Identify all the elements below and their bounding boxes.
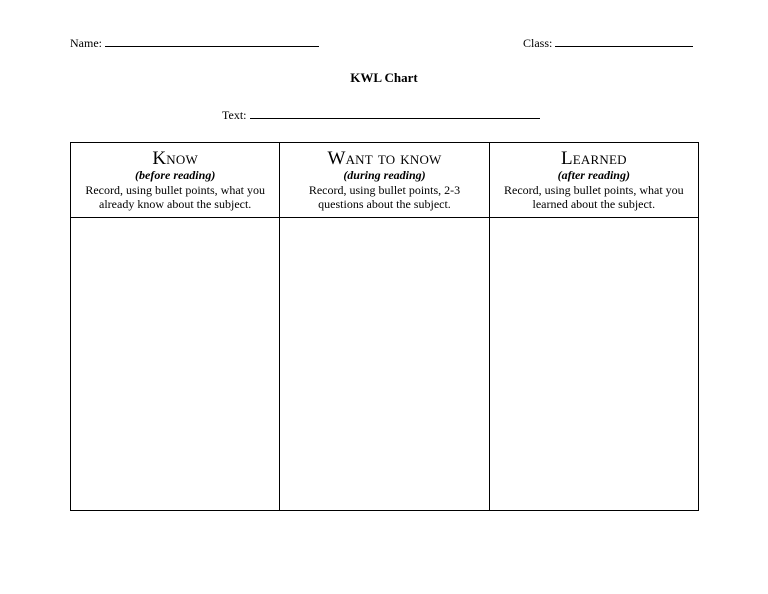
learned-description: Record, using bullet points, what you learned about the subject. (504, 183, 684, 211)
want-subheading: (during reading) (343, 168, 426, 182)
learned-header-cell (489, 143, 698, 218)
kwl-table (70, 142, 699, 511)
name-label: Name: (70, 36, 102, 50)
class-blank-line[interactable] (555, 35, 693, 47)
know-description: Record, using bullet points, what you already know about the subject. (85, 183, 265, 211)
want-entry-cell[interactable] (280, 218, 489, 511)
learned-subheading: (after reading) (557, 168, 630, 182)
want-header-cell (280, 143, 489, 218)
class-label: Class: (523, 36, 553, 50)
name-blank-line[interactable] (105, 35, 319, 47)
text-blank-line[interactable] (250, 107, 540, 119)
learned-entry-cell[interactable] (489, 218, 698, 511)
page-title: KWL Chart (350, 70, 418, 85)
table-body-row (71, 218, 699, 511)
class-field[interactable] (523, 35, 693, 50)
table-header-row (71, 143, 699, 218)
know-heading: Know (152, 148, 198, 169)
want-heading: Want to know (327, 148, 442, 169)
know-header-cell (71, 143, 280, 218)
text-field[interactable] (222, 107, 540, 122)
know-subheading: (before reading) (135, 168, 216, 182)
name-field[interactable] (70, 35, 319, 50)
want-description: Record, using bullet points, 2-3 questions about the subject. (308, 183, 461, 211)
learned-heading: Learned (560, 148, 627, 169)
text-label: Text: (222, 108, 247, 122)
know-entry-cell[interactable] (71, 218, 280, 511)
